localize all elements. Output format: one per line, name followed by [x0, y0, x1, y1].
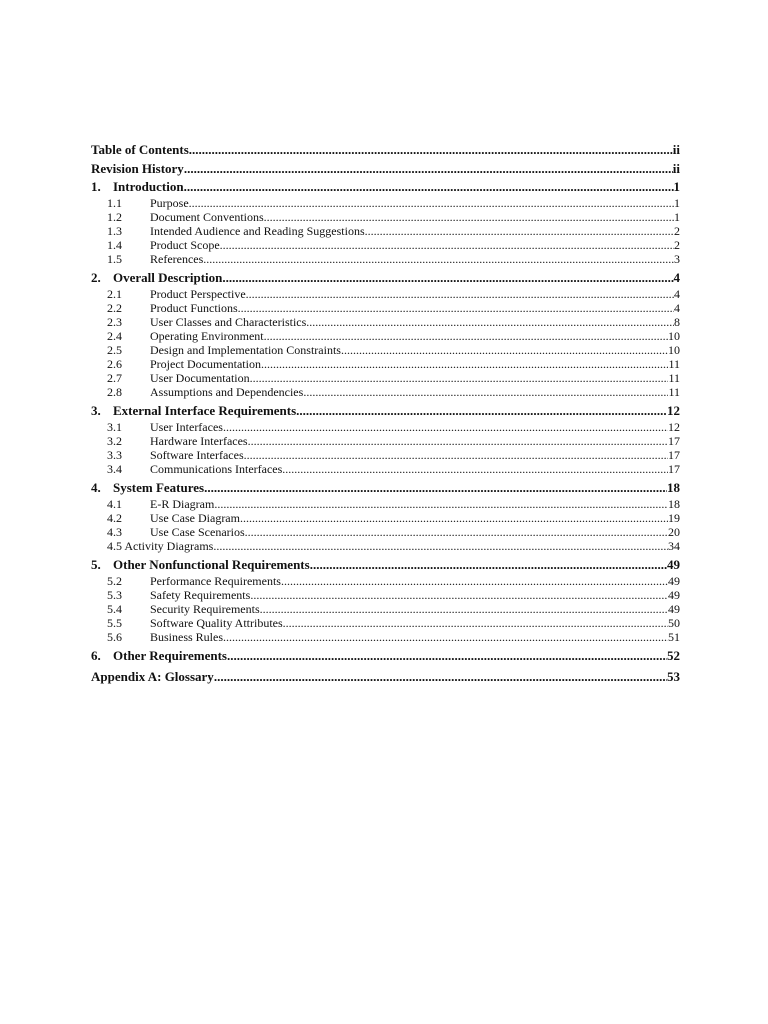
section-title: External Interface Requirements: [113, 403, 297, 418]
subsection-number: 3.4: [107, 462, 122, 476]
subsection-title: Operating Environment: [150, 329, 264, 343]
section-title: Overall Description: [113, 270, 223, 285]
subsection-number: 2.4: [107, 329, 122, 343]
dot-leader: [261, 357, 668, 371]
subsection-page: 20: [668, 525, 680, 539]
toc-section-entry[interactable]: [91, 556, 680, 574]
subsection-page: 2: [674, 238, 680, 252]
toc-subsection-entry[interactable]: [91, 315, 680, 329]
toc-subsection-entry[interactable]: [91, 343, 680, 357]
subsection-page: 49: [668, 588, 680, 602]
dot-leader: [244, 448, 668, 462]
dot-leader: [341, 343, 668, 357]
dot-leader: [260, 602, 668, 616]
subsection-page: 10: [668, 343, 680, 357]
subsection-number: 2.5: [107, 343, 122, 357]
subsection-page: 17: [668, 434, 680, 448]
section-number: 6.: [91, 648, 101, 663]
subsection-page: 1: [674, 196, 680, 210]
subsection-title: Product Scope: [150, 238, 220, 252]
dot-leader: [204, 479, 667, 497]
toc-subsection-entry[interactable]: [91, 497, 680, 511]
subsection-title: Design and Implementation Constraints: [150, 343, 341, 357]
subsection-number: 2.7: [107, 371, 122, 385]
subsection-title: Document Conventions: [150, 210, 264, 224]
toc-entry-page: 53: [667, 669, 680, 684]
subsection-title: 4.5 Activity Diagrams: [107, 539, 214, 553]
toc-entry-page: ii: [672, 142, 680, 157]
dot-leader: [222, 269, 673, 287]
subsection-page: 1: [674, 210, 680, 224]
subsection-number: 5.6: [107, 630, 122, 644]
toc-entry-title: Appendix A: Glossary: [91, 669, 214, 684]
dot-leader: [203, 252, 674, 266]
section-number: 5.: [91, 557, 101, 572]
toc-subsection-entry[interactable]: [91, 602, 680, 616]
subsection-title: Safety Requirements: [150, 588, 251, 602]
subsection-number: 1.1: [107, 196, 122, 210]
subsection-title: E-R Diagram: [150, 497, 215, 511]
section-number: 1.: [91, 179, 101, 194]
toc-subsection-entry[interactable]: [91, 525, 680, 539]
dot-leader: [184, 178, 674, 196]
dot-leader: [310, 556, 667, 574]
dot-leader: [296, 402, 667, 420]
toc-subsection-entry[interactable]: [91, 238, 680, 252]
subsection-title: User Documentation: [150, 371, 250, 385]
subsection-title: Performance Requirements: [150, 574, 281, 588]
dot-leader: [227, 647, 667, 665]
subsection-number: 5.2: [107, 574, 122, 588]
dot-leader: [303, 385, 668, 399]
subsection-title: Assumptions and Dependencies: [150, 385, 304, 399]
toc-subsection-entry[interactable]: [91, 252, 680, 266]
subsection-page: 2: [674, 224, 680, 238]
subsection-title: Product Perspective: [150, 287, 246, 301]
subsection-number: 3.1: [107, 420, 122, 434]
toc-entry-appendix[interactable]: [91, 668, 680, 686]
toc-subsection-entry[interactable]: [91, 539, 680, 553]
toc-subsection-entry[interactable]: [91, 385, 680, 399]
subsection-title: Product Functions: [150, 301, 238, 315]
subsection-title: Use Case Diagram: [150, 511, 240, 525]
subsection-number: 5.5: [107, 616, 122, 630]
section-title: Introduction: [113, 179, 184, 194]
dot-leader: [246, 287, 674, 301]
subsection-title: Hardware Interfaces: [150, 434, 248, 448]
toc-subsection-entry[interactable]: [91, 630, 680, 644]
subsection-number: 1.4: [107, 238, 122, 252]
subsection-title: References: [150, 252, 204, 266]
subsection-page: 11: [668, 371, 680, 385]
subsection-number: 2.8: [107, 385, 122, 399]
dot-leader: [248, 434, 668, 448]
section-number: 4.: [91, 480, 101, 495]
subsection-page: 19: [668, 511, 680, 525]
dot-leader: [189, 196, 674, 210]
toc-subsection-entry[interactable]: [91, 511, 680, 525]
section-number: 2.: [91, 270, 101, 285]
subsection-page: 17: [668, 462, 680, 476]
toc-subsection-entry[interactable]: [91, 448, 680, 462]
subsection-title: Purpose: [150, 196, 189, 210]
toc-sections: [91, 178, 680, 665]
toc-section-entry[interactable]: [91, 269, 680, 287]
dot-leader: [264, 329, 668, 343]
subsection-title: Communications Interfaces: [150, 462, 283, 476]
dot-leader: [214, 497, 668, 511]
subsection-title: Software Quality Attributes: [150, 616, 283, 630]
dot-leader: [306, 315, 674, 329]
subsection-number: 5.4: [107, 602, 122, 616]
subsection-number: 3.3: [107, 448, 122, 462]
dot-leader: [184, 159, 673, 178]
section-page: 52: [667, 648, 680, 663]
subsection-number: 2.6: [107, 357, 122, 371]
toc-subsection-entry[interactable]: [91, 588, 680, 602]
section-title: System Features: [113, 480, 205, 495]
section-page: 4: [673, 270, 680, 285]
dot-leader: [223, 420, 668, 434]
subsection-number: 1.2: [107, 210, 122, 224]
subsection-page: 12: [668, 420, 680, 434]
toc-subsection-entry[interactable]: [91, 574, 680, 588]
section-page: 18: [667, 480, 680, 495]
subsection-number: 2.2: [107, 301, 122, 315]
subsection-page: 49: [668, 602, 680, 616]
subsection-title: Business Rules: [150, 630, 224, 644]
dot-leader: [283, 616, 668, 630]
subsection-page: 34: [668, 539, 680, 553]
dot-leader: [240, 511, 668, 525]
toc-section-entry[interactable]: [91, 479, 680, 497]
toc-subsection-entry[interactable]: [91, 462, 680, 476]
subsection-number: 4.2: [107, 511, 122, 525]
table-of-contents: [91, 140, 680, 686]
section-number: 3.: [91, 403, 101, 418]
dot-leader: [264, 210, 674, 224]
toc-entry-page: ii: [672, 161, 680, 176]
toc-subsection-entry[interactable]: [91, 420, 680, 434]
section-title: Other Nonfunctional Requirements: [113, 557, 310, 572]
subsection-number: 4.3: [107, 525, 122, 539]
subsection-title: Intended Audience and Reading Suggestions: [150, 224, 365, 238]
subsection-number: 3.2: [107, 434, 122, 448]
toc-subsection-entry[interactable]: [91, 329, 680, 343]
toc-subsection-entry[interactable]: [91, 301, 680, 315]
toc-entry-title: Revision History: [91, 161, 184, 176]
subsection-number: 4.1: [107, 497, 122, 511]
subsection-title: User Interfaces: [150, 420, 223, 434]
subsection-page: 50: [668, 616, 680, 630]
subsection-title: Security Requirements: [150, 602, 260, 616]
subsection-page: 17: [668, 448, 680, 462]
dot-leader: [220, 238, 674, 252]
subsection-page: 51: [668, 630, 680, 644]
dot-leader: [214, 668, 667, 686]
toc-subsection-entry[interactable]: [91, 196, 680, 210]
subsection-number: 1.3: [107, 224, 122, 238]
dot-leader: [245, 525, 668, 539]
toc-section-entry[interactable]: [91, 402, 680, 420]
toc-section-entry[interactable]: [91, 178, 680, 196]
toc-section-entry[interactable]: [91, 647, 680, 665]
dot-leader: [282, 462, 668, 476]
subsection-page: 4: [674, 287, 680, 301]
dot-leader: [250, 588, 668, 602]
dot-leader: [223, 630, 668, 644]
subsection-title: Project Documentation: [150, 357, 261, 371]
toc-subsection-entry[interactable]: [91, 210, 680, 224]
dot-leader: [281, 574, 668, 588]
dot-leader: [189, 140, 673, 159]
dot-leader: [213, 539, 668, 553]
subsection-page: 18: [668, 497, 680, 511]
subsection-title: User Classes and Characteristics: [150, 315, 307, 329]
subsection-title: Use Case Scenarios: [150, 525, 245, 539]
subsection-page: 11: [668, 385, 680, 399]
subsection-page: 11: [668, 357, 680, 371]
dot-leader: [238, 301, 674, 315]
subsection-page: 3: [674, 252, 680, 266]
subsection-title: Software Interfaces: [150, 448, 244, 462]
toc-entry-table-of-contents[interactable]: [91, 140, 680, 159]
toc-subsection-entry[interactable]: [91, 616, 680, 630]
toc-subsection-entry[interactable]: [91, 357, 680, 371]
toc-entry-title: Table of Contents: [91, 142, 189, 157]
subsection-page: 49: [668, 574, 680, 588]
section-title: Other Requirements: [113, 648, 227, 663]
section-page: 12: [667, 403, 680, 418]
section-page: 49: [667, 557, 680, 572]
toc-entry-revision-history[interactable]: [91, 159, 680, 178]
dot-leader: [250, 371, 669, 385]
dot-leader: [365, 224, 674, 238]
subsection-number: 5.3: [107, 588, 122, 602]
subsection-number: 1.5: [107, 252, 122, 266]
toc-subsection-entry[interactable]: [91, 287, 680, 301]
section-page: 1: [673, 179, 680, 194]
subsection-number: 2.1: [107, 287, 122, 301]
toc-subsection-entry[interactable]: [91, 371, 680, 385]
toc-subsection-entry[interactable]: [91, 434, 680, 448]
toc-subsection-entry[interactable]: [91, 224, 680, 238]
subsection-page: 10: [668, 329, 680, 343]
subsection-page: 8: [674, 315, 680, 329]
subsection-page: 4: [674, 301, 680, 315]
subsection-number: 2.3: [107, 315, 122, 329]
